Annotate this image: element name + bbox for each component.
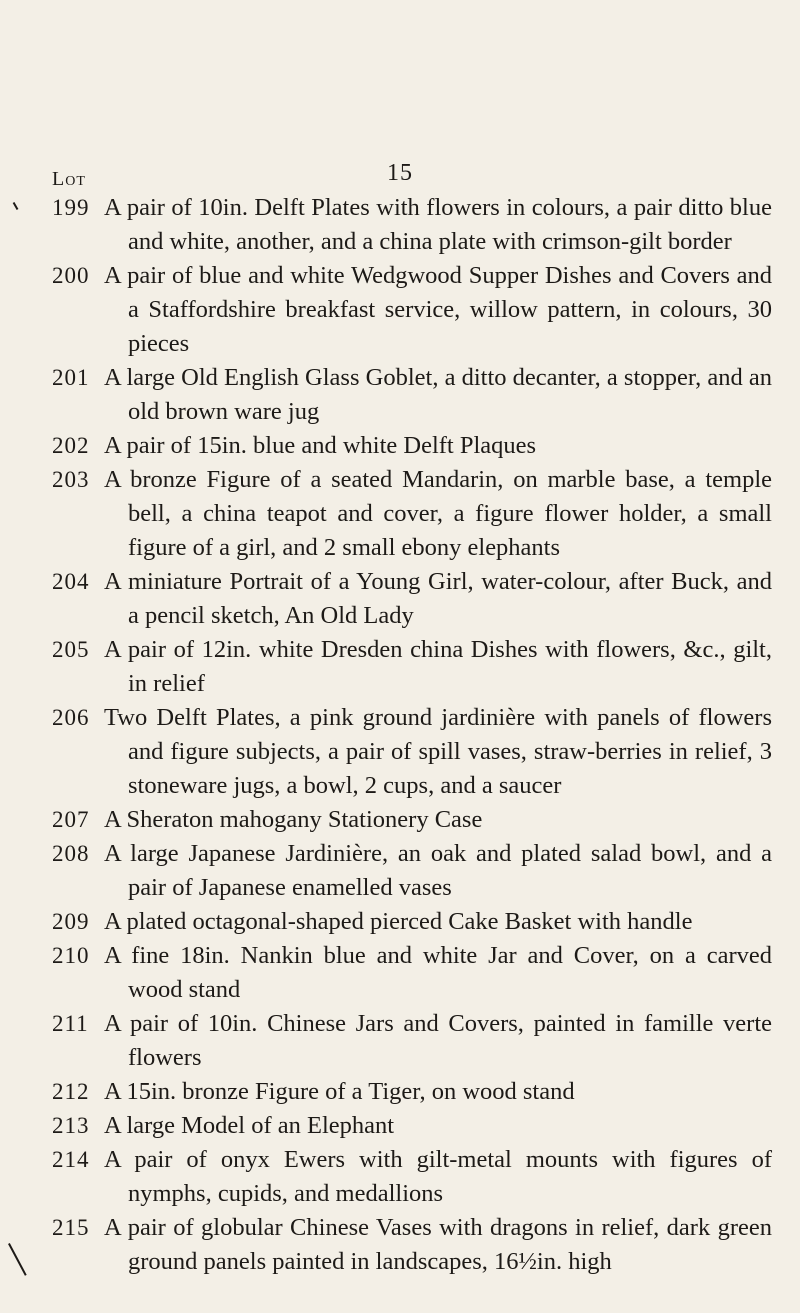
margin-tick-mark [13,198,26,210]
lot-entry [52,633,772,701]
lot-description: A pair of 10in. Chinese Jars and Covers, painted in famille verte flowers [104,1010,772,1071]
lot-description: A pair of blue and white Wedgwood Supper Dishes and Covers and a Staffordshire breakfast service, willow pattern, in colours, 30 pieces [104,262,772,357]
page-number: 15 [387,160,413,186]
lot-number: 214 [52,1147,90,1172]
lot-number: 206 [52,705,90,730]
lot-number: 212 [52,1079,90,1104]
lot-entry [52,905,772,939]
lot-number: 208 [52,841,90,866]
lot-number: 210 [52,943,90,968]
lot-entry [52,361,772,429]
lot-number: 213 [52,1113,90,1138]
lot-description: A 15in. bronze Figure of a Tiger, on wood stand [104,1078,575,1105]
lot-number: 205 [52,637,90,662]
lot-entry [52,259,772,361]
lot-column-header: Lot [52,168,86,190]
lot-number: 199 [52,195,90,220]
lot-entry [52,803,772,837]
lot-description: A large Old English Glass Goblet, a ditto decanter, a stopper, and an old brown ware jug [104,364,772,425]
lot-number: 202 [52,433,90,458]
lot-description: A bronze Figure of a seated Mandarin, on marble base, a temple bell, a china teapot and cover, a figure flower holder, a small figure of a girl, and 2 small ebony elephants [104,466,772,561]
lot-entry [52,429,772,463]
lot-description: A large Model of an Elephant [104,1112,395,1139]
lot-number: 207 [52,807,90,832]
lot-description: A plated octagonal-shaped pierced Cake Basket with handle [104,908,693,935]
lot-description: A pair of 15in. blue and white Delft Plaques [104,432,537,459]
margin-tick-mark [8,1240,32,1276]
lot-number: 203 [52,467,90,492]
lot-list [52,191,772,1279]
lot-number: 204 [52,569,90,594]
lot-entry [52,1007,772,1075]
lot-number: 200 [52,263,90,288]
lot-description: A pair of 12in. white Dresden china Dishes with flowers, &c., gilt, in relief [104,636,772,697]
lot-description: Two Delft Plates, a pink ground jardinière with panels of flowers and figure subjects, a pair of spill vases, straw-berries in relief, 3 stoneware jugs, a bowl, 2 cups, and a saucer [104,704,772,799]
lot-number: 215 [52,1215,90,1240]
lot-entry [52,837,772,905]
lot-entry [52,1143,772,1211]
lot-entry [52,463,772,565]
lot-entry [52,701,772,803]
lot-description: A pair of onyx Ewers with gilt-metal mounts with figures of nymphs, cupids, and medallions [104,1146,772,1207]
lot-description: A large Japanese Jardinière, an oak and plated salad bowl, and a pair of Japanese enamelled vases [104,840,772,901]
lot-description: A fine 18in. Nankin blue and white Jar and Cover, on a carved wood stand [104,942,772,1003]
lot-entry [52,1211,772,1279]
lot-description: A pair of globular Chinese Vases with dragons in relief, dark green ground panels painted in landscapes, 16½in. high [104,1214,772,1275]
lot-number: 209 [52,909,90,934]
lot-entry [52,1075,772,1109]
lot-number: 211 [52,1011,89,1036]
lot-entry [52,939,772,1007]
lot-entry [52,191,772,259]
lot-description: A miniature Portrait of a Young Girl, water-colour, after Buck, and a pencil sketch, An Old Lady [104,568,772,629]
lot-number: 201 [52,365,90,390]
lot-description: A pair of 10in. Delft Plates with flowers in colours, a pair ditto blue and white, another, and a china plate with crimson-gilt border [104,194,772,255]
lot-entry [52,1109,772,1143]
lot-entry [52,565,772,633]
lot-description: A Sheraton mahogany Stationery Case [104,806,483,833]
